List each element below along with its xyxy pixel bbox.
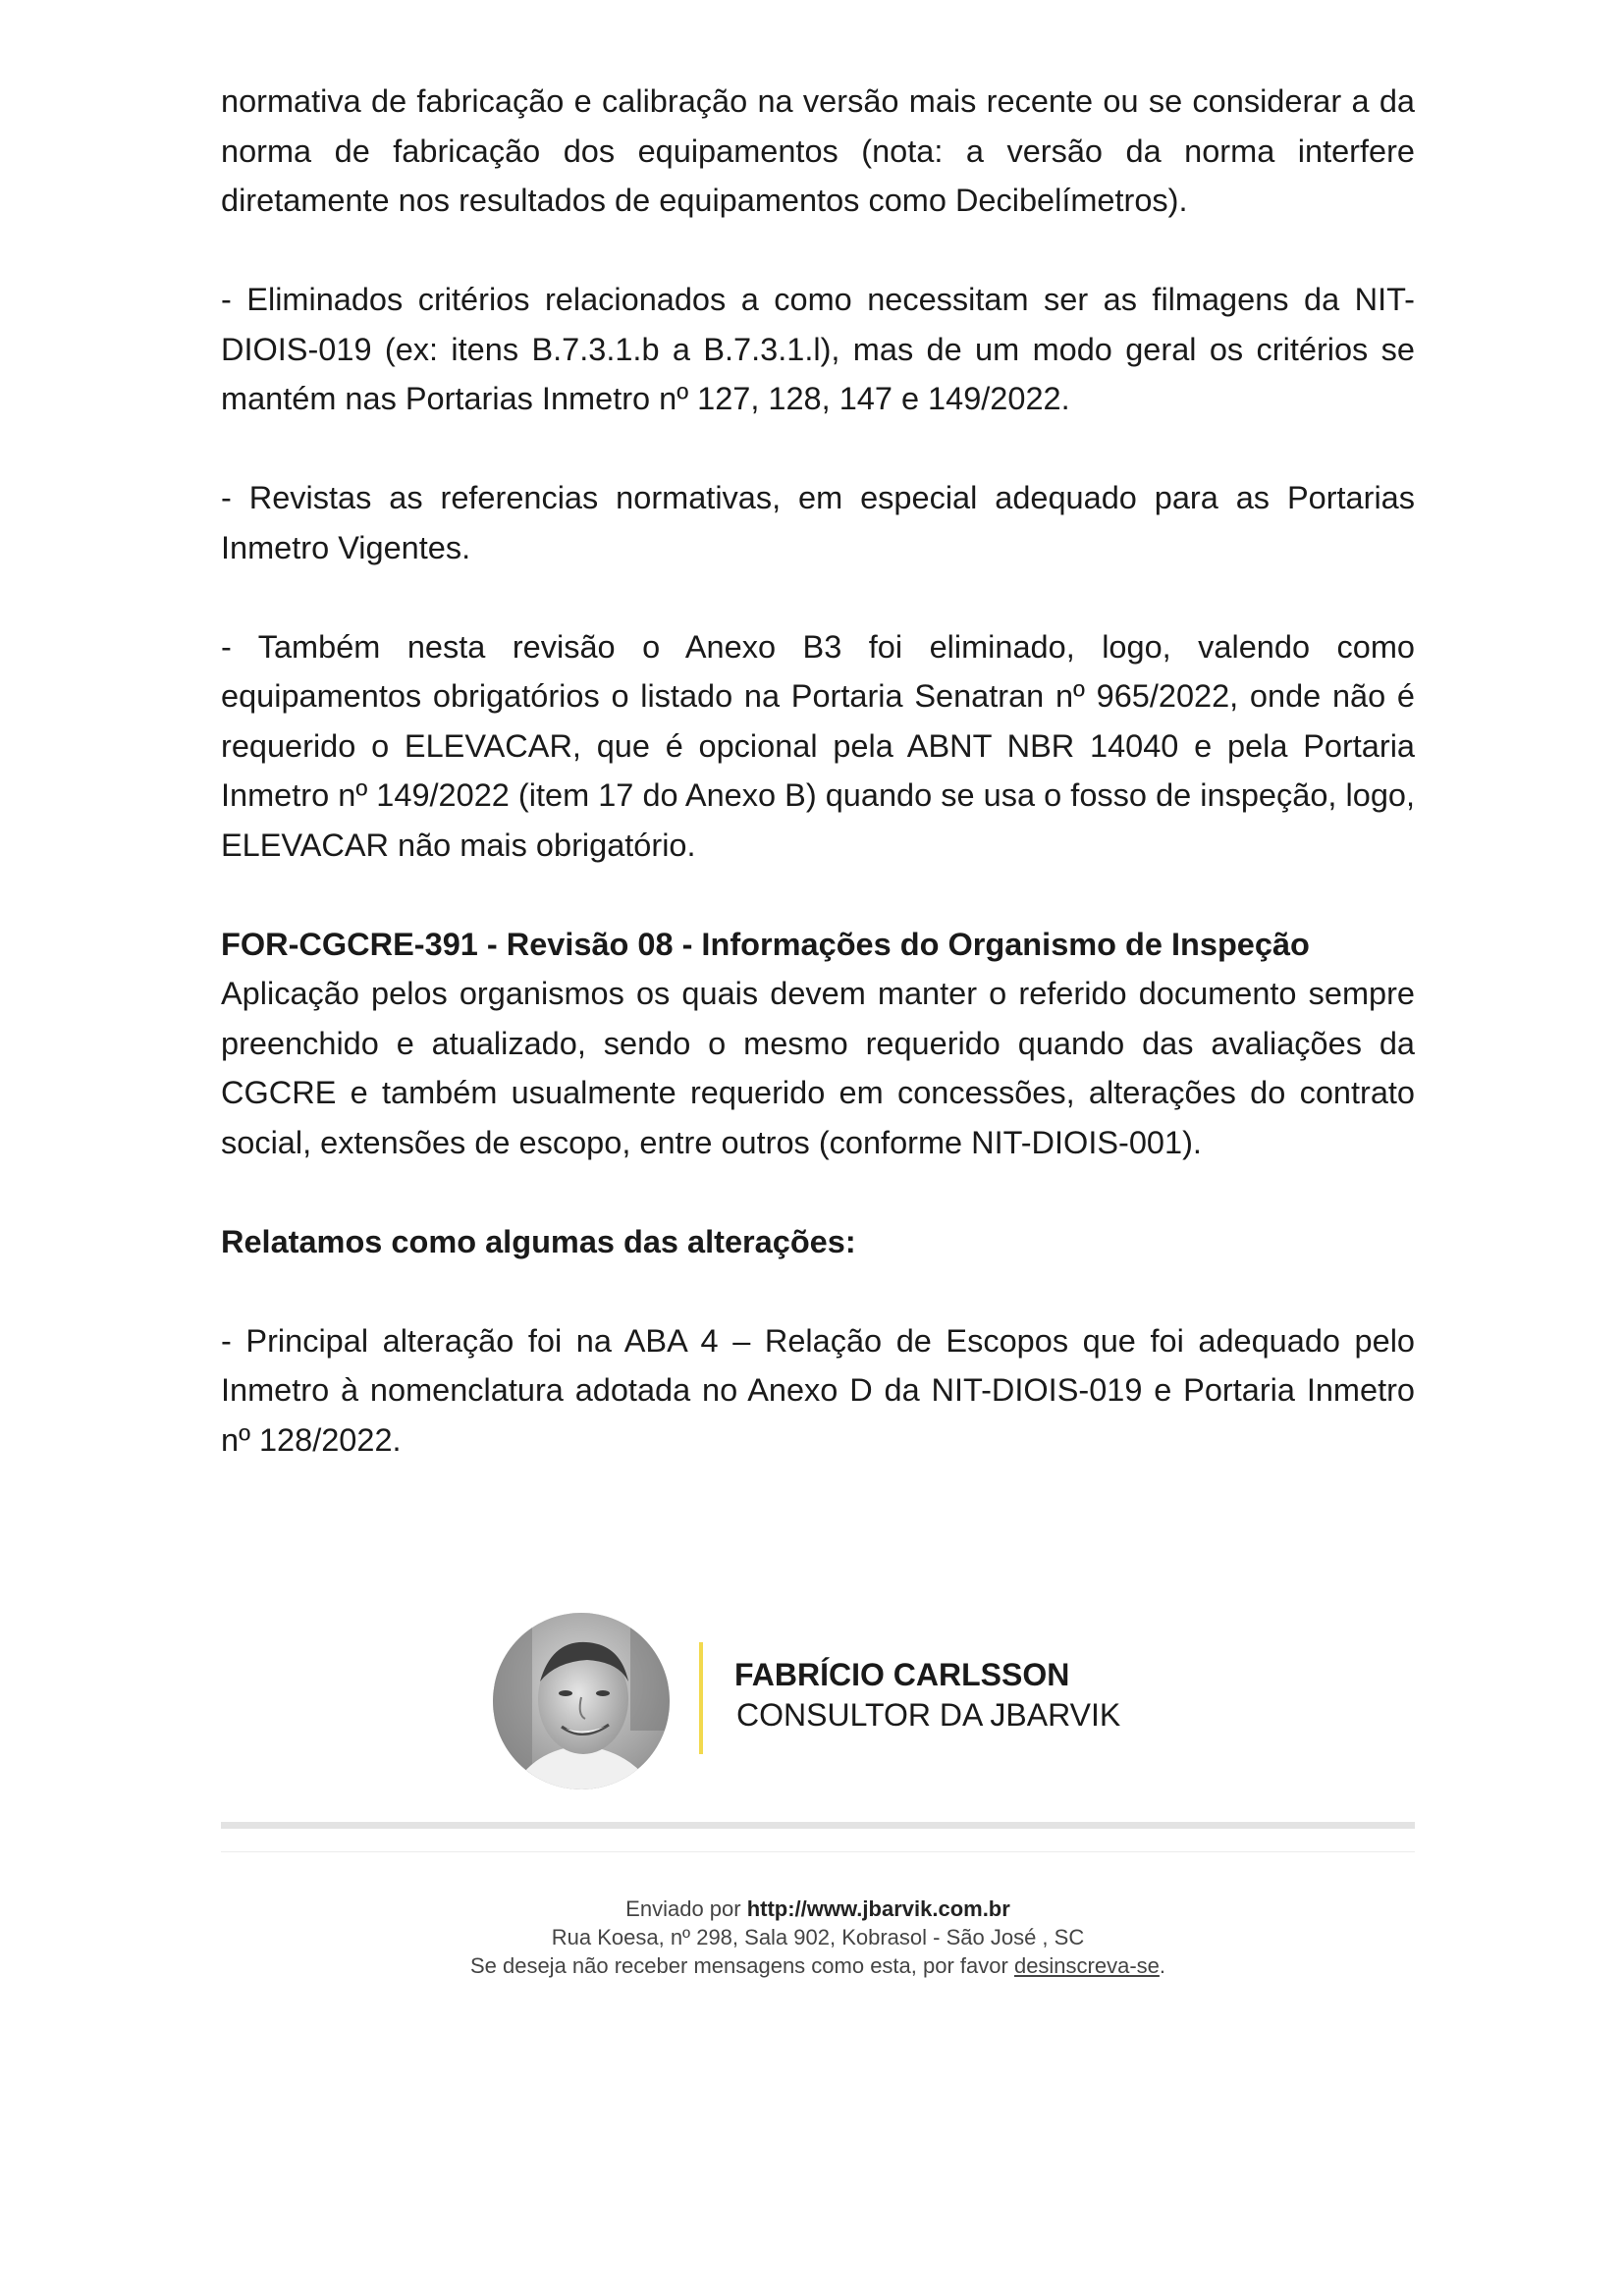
avatar-portrait-icon (493, 1613, 670, 1789)
email-body (221, 77, 1415, 1465)
signature-name: FABRÍCIO CARLSSON (734, 1657, 1070, 1692)
footer (221, 1895, 1415, 1980)
paragraph-filming-criteria: - Eliminados critérios relacionados a como necessitam ser as filmagens da NIT-DIOIS-019 (ex: itens B.7.3.1.b a B.7.3.1.l), mas de um modo geral os critérios se mantém nas Portarias Inmetro nº 127, 128, 147 e 149/2022. (221, 282, 1415, 416)
paragraph-annex-b3: - Também nesta revisão o Anexo B3 foi eliminado, logo, valendo como equipamentos obrigatórios o listado na Portaria Senatran nº 965/2022, onde não é requerido o ELEVACAR, que é opcional pela ABNT NBR 14040 e pela Portaria Inmetro nº 149/2022 (item 17 do Anexo B) quando se usa o fosso de inspeção, logo, ELEVACAR não mais obrigatório. (221, 628, 1415, 863)
footer-unsubscribe-suffix: . (1159, 1953, 1166, 1978)
paragraph-aba-4: - Principal alteração foi na ABA 4 – Relação de Escopos que foi adequado pelo Inmetro à nomenclatura adotada no Anexo D da NIT-DIOIS-019 e Portaria Inmetro nº 128/2022. (221, 1322, 1415, 1458)
signature-accent-bar (699, 1642, 703, 1754)
footer-website-link[interactable]: http://www.jbarvik.com.br (746, 1896, 1010, 1921)
unsubscribe-link[interactable]: desinscreva-se (1013, 1953, 1160, 1978)
paragraph-application: Aplicação pelos organismos os quais devem manter o referido documento sempre preenchido e atualizado, sendo o mesmo requerido quando das avaliações da CGCRE e também usualmente requerido em concessões, alterações do contrato social, extensões de escopo, entre outros (conforme NIT-DIOIS-001). (221, 976, 1415, 1160)
footer-unsubscribe-line (221, 1951, 1415, 1980)
avatar (493, 1613, 670, 1789)
paragraph-normative-references: - Revistas as referencias normativas, em especial adequado para as Portarias Inmetro Vigentes. (221, 480, 1415, 565)
footer-address: Rua Koesa, nº 298, Sala 902, Kobrasol - São José , SC (551, 1925, 1085, 1949)
changes-heading: Relatamos como algumas das alterações: (221, 1223, 856, 1259)
footer-sent-by-prefix: Enviado por (625, 1896, 747, 1921)
signature-block (493, 1613, 1180, 1789)
paragraph-calibration: normativa de fabricação e calibração na versão mais recente ou se considerar a da norma de fabricação dos equipamentos (nota: a versão da norma interfere diretamente nos resultados de equipamentos como Decibelímetros). (221, 83, 1415, 218)
footer-sent-by (221, 1895, 1415, 1923)
footer-divider-thin (221, 1851, 1415, 1852)
footer-unsubscribe-prefix: Se deseja não receber mensagens como esta, por favor (469, 1953, 1014, 1978)
footer-divider-thick (221, 1822, 1415, 1829)
signature-role: CONSULTOR DA JBARVIK (736, 1697, 1121, 1733)
section-heading-for-cgcre-391: FOR-CGCRE-391 - Revisão 08 - Informações do Organismo de Inspeção (221, 926, 1310, 962)
